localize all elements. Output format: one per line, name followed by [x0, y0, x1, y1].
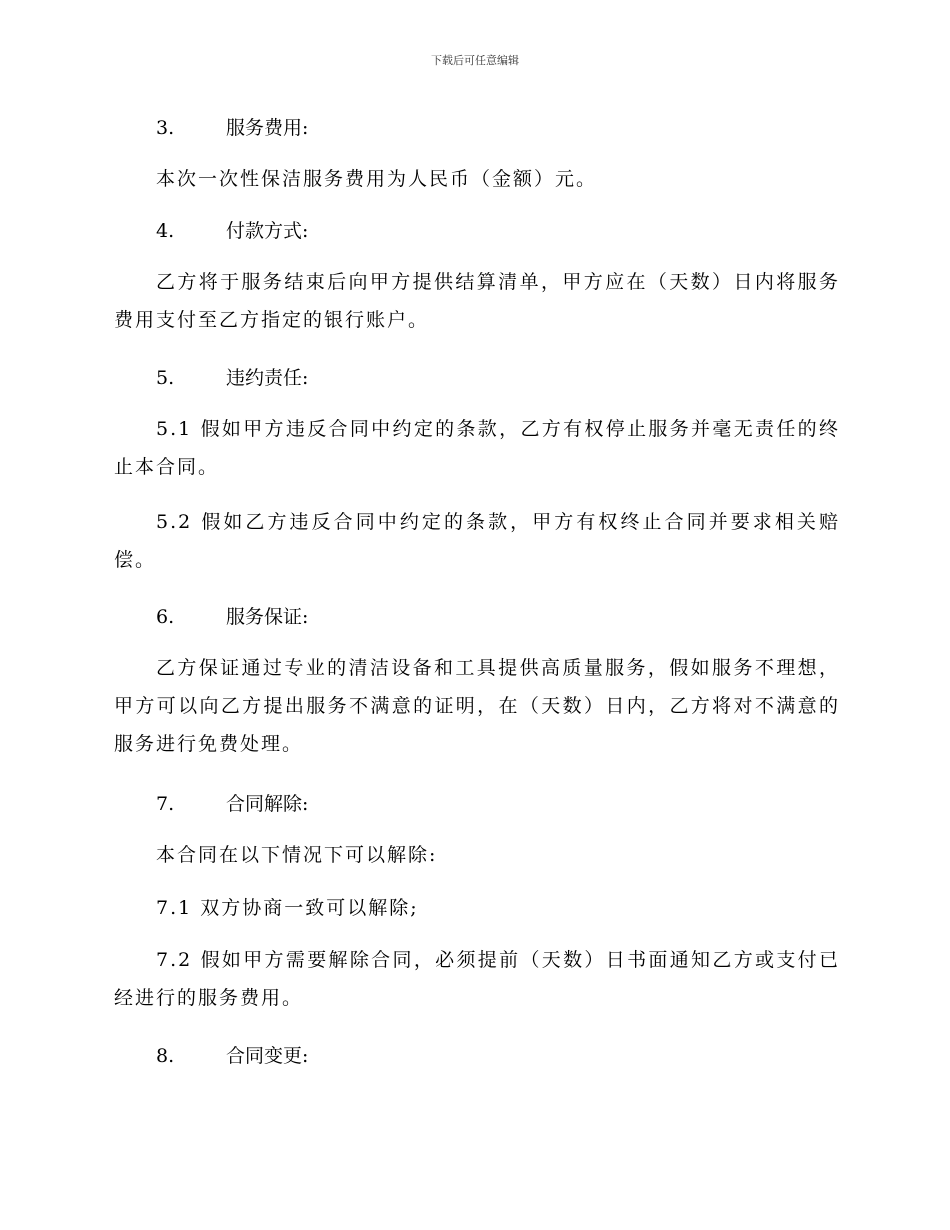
- paragraph: 本合同在以下情况下可以解除:: [156, 844, 438, 866]
- section-heading-5: [156, 366, 308, 390]
- section-title: 合同解除:: [226, 793, 309, 815]
- section-title: 违约责任:: [226, 367, 309, 389]
- section-title: 合同变更:: [226, 1045, 309, 1067]
- page-header: 下载后可任意编辑: [431, 54, 519, 67]
- paragraph: 7.2 假如甲方需要解除合同，必须提前（天数）日书面通知乙方或支付已经进行的服务费用。: [114, 949, 840, 1009]
- section-number: 3.: [156, 117, 175, 139]
- section-title: 服务保证:: [226, 606, 309, 628]
- section-number: 8.: [156, 1045, 175, 1067]
- section-number: 4.: [156, 220, 175, 242]
- section-title: 付款方式:: [226, 220, 309, 242]
- section-heading-4: [156, 219, 308, 243]
- paragraph: 乙方将于服务结束后向甲方提供结算清单，甲方应在（天数）日内将服务费用支付至乙方指定的银行账户。: [114, 271, 840, 331]
- section-number: 7.: [156, 793, 175, 815]
- section-heading-3: [156, 116, 308, 140]
- paragraph: 5.1 假如甲方违反合同中约定的条款，乙方有权停止服务并毫无责任的终止本合同。: [114, 418, 840, 478]
- paragraph: 本次一次性保洁服务费用为人民币（金额）元。: [156, 168, 598, 190]
- paragraph: 5.2 假如乙方违反合同中约定的条款，甲方有权终止合同并要求相关赔偿。: [114, 511, 840, 571]
- section-number: 5.: [156, 367, 175, 389]
- section-heading-8: [156, 1044, 308, 1068]
- section-heading-7: [156, 792, 308, 816]
- section-number: 6.: [156, 606, 175, 628]
- section-heading-6: [156, 605, 308, 629]
- section-title: 服务费用:: [226, 117, 309, 139]
- paragraph: 乙方保证通过专业的清洁设备和工具提供高质量服务，假如服务不理想，甲方可以向乙方提出服务不满意的证明，在（天数）日内，乙方将对不满意的服务进行免费处理。: [114, 657, 840, 755]
- paragraph: 7.1 双方协商一致可以解除;: [156, 897, 419, 919]
